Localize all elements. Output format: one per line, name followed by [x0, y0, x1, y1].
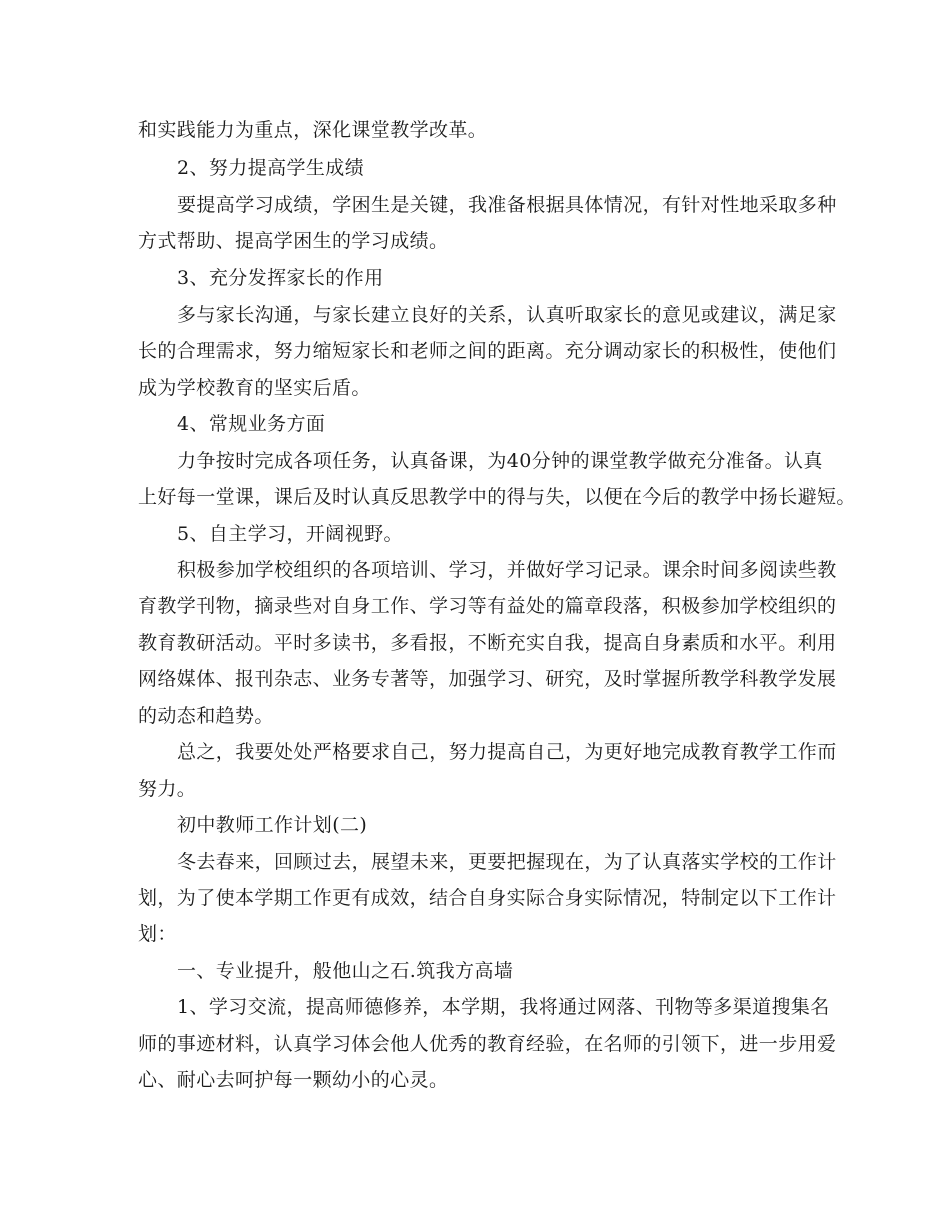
text-line: 教育教研活动。平时多读书，多看报，不断充实自我，提高自身素质和水平。利用	[138, 632, 837, 654]
document-subtitle: 初中教师工作计划(二)	[177, 814, 368, 836]
text-line: 网络媒体、报刊杂志、业务专著等，加强学习、研究，及时掌握所教学科教学发展	[138, 668, 837, 690]
text-line: 划，为了使本学期工作更有成效，结合自身实际合身实际情况，特制定以下工作计	[138, 887, 837, 909]
text-line: 力争按时完成各项任务，认真备课，为40分钟的课堂教学做充分准备。认真	[177, 450, 823, 472]
text-line: 多与家长沟通，与家长建立良好的关系，认真听取家长的意见或建议，满足家	[177, 304, 837, 326]
text-line: 方式帮助、提高学困生的学习成绩。	[138, 230, 449, 252]
text-line: 成为学校教育的坚实后盾。	[138, 377, 371, 399]
text-line: 积极参加学校组织的各项培训、学习，并做好学习记录。课余时间多阅读些教	[177, 559, 837, 581]
text-line: 师的事迹材料，认真学习体会他人优秀的教育经验，在名师的引领下，进一步用爱	[138, 1033, 837, 1055]
text-line: 上好每一堂课，课后及时认真反思教学中的得与失，以便在今后的教学中扬长避短。	[138, 486, 856, 508]
text-line: 的动态和趋势。	[138, 705, 274, 727]
section-heading: 3、充分发挥家长的作用	[177, 267, 384, 289]
text-line: 育教学刊物，摘录些对自身工作、学习等有益处的篇章段落，积极参加学校组织的	[138, 595, 837, 617]
text-line: 划：	[138, 923, 177, 945]
section-heading: 4、常规业务方面	[177, 413, 326, 435]
text-line: 努力。	[138, 778, 197, 800]
text-line: 和实践能力为重点，深化课堂教学改革。	[138, 119, 488, 141]
text-line: 长的合理需求，努力缩短家长和老师之间的距离。充分调动家长的积极性，使他们	[138, 340, 837, 362]
text-line: 冬去春来，回顾过去，展望未来，更要把握现在，为了认真落实学校的工作计	[177, 851, 837, 873]
text-line: 1、学习交流，提高师德修养，本学期，我将通过网落、刊物等多渠道搜集名	[177, 996, 830, 1018]
text-line: 心、耐心去呵护每一颗幼小的心灵。	[138, 1069, 449, 1091]
section-heading: 2、努力提高学生成绩	[177, 157, 365, 179]
section-heading: 5、自主学习，开阔视野。	[177, 523, 403, 545]
text-line: 总之，我要处处严格要求自己，努力提高自己，为更好地完成教育教学工作而	[177, 741, 837, 763]
text-line: 要提高学习成绩，学困生是关键，我准备根据具体情况，有针对性地采取多种	[177, 194, 837, 216]
section-heading: 一、专业提升，般他山之石.筑我方高墙	[177, 960, 514, 982]
